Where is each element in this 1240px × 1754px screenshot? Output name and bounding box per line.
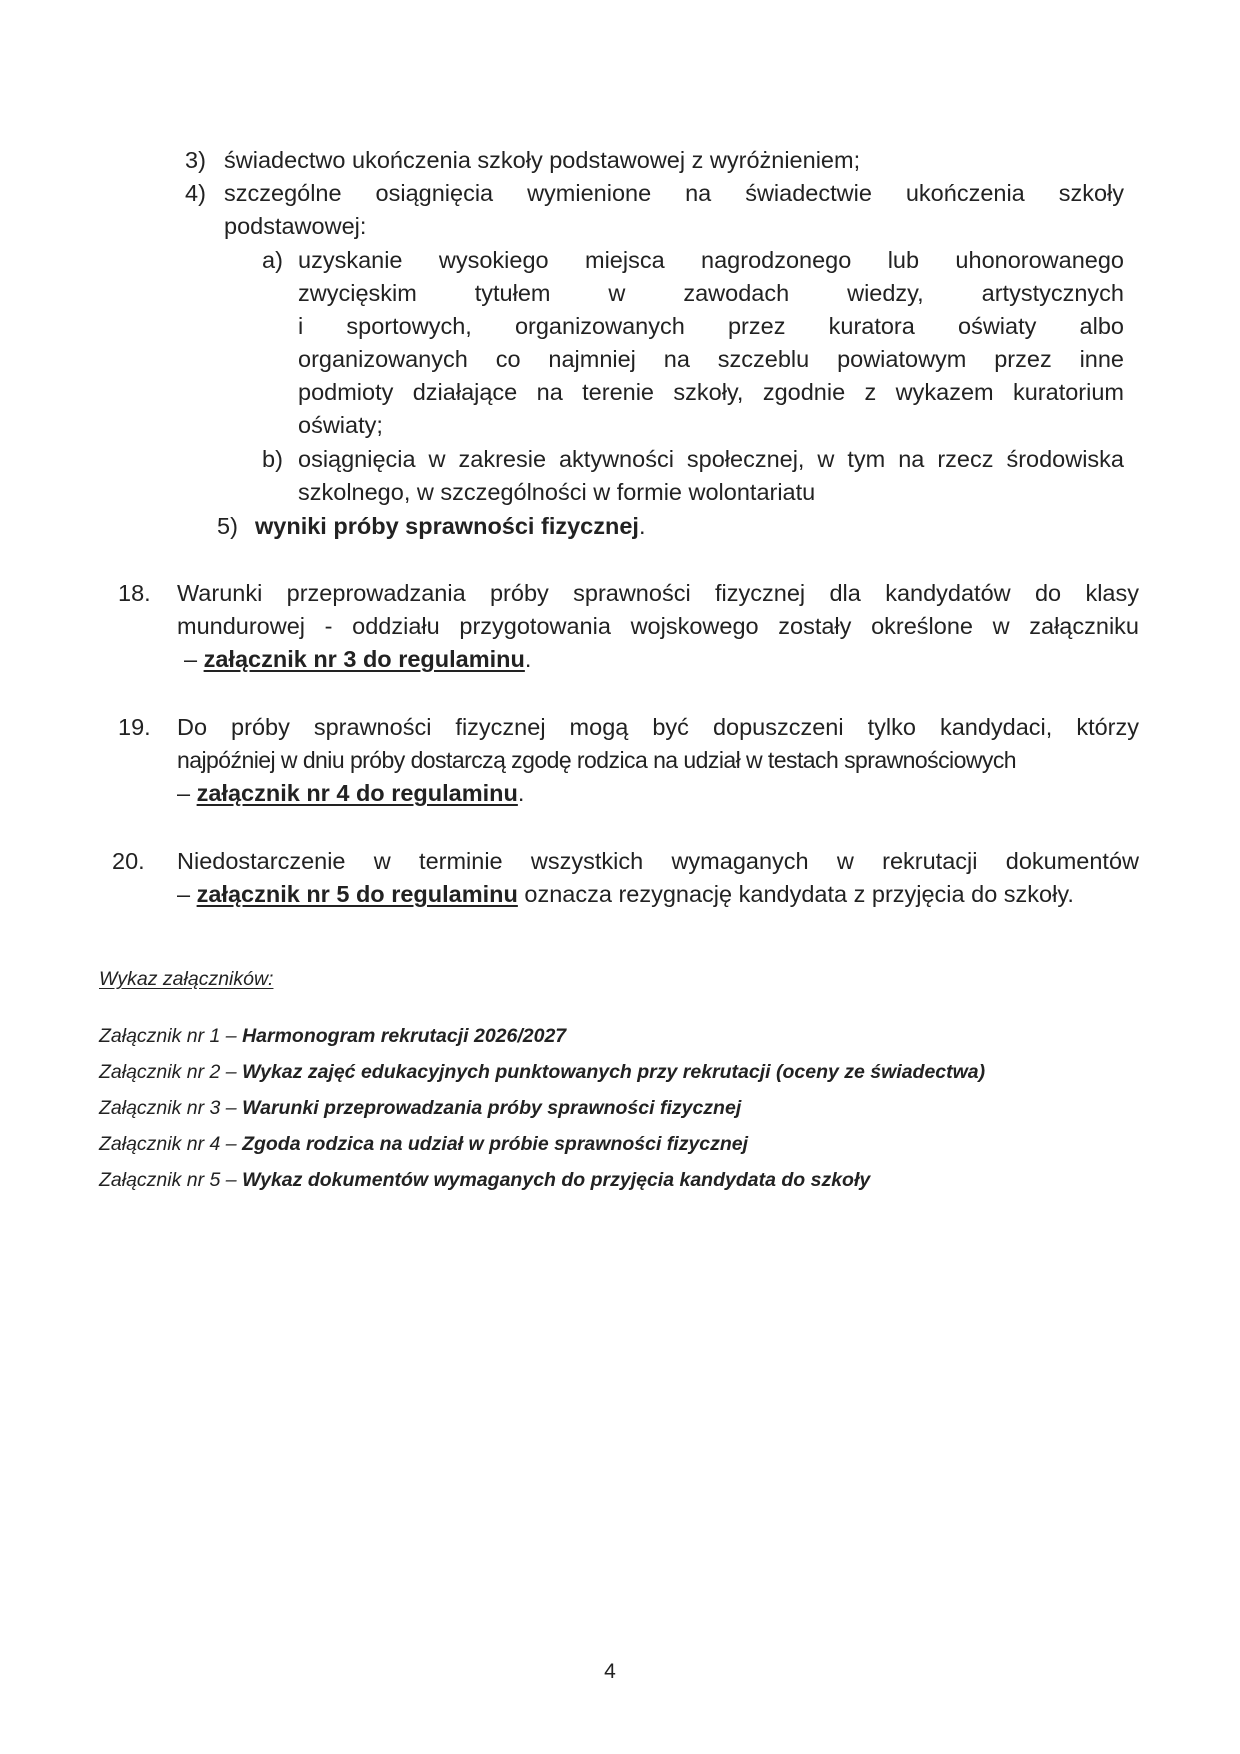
paragraph-18-line3 xyxy=(184,644,531,674)
attachment-link-4: załącznik nr 4 do regulaminu xyxy=(196,780,518,806)
attachment-title-2: Wykaz zajęć edukacyjnych punktowanych przy rekrutacji (oceny ze świadectwa) xyxy=(242,1061,986,1083)
attachments-heading: Wykaz załączników: xyxy=(99,968,274,990)
paragraph-19-line3 xyxy=(177,778,524,808)
sub-label-b: b) xyxy=(262,446,283,472)
paragraph-18-line2: mundurowej - oddziału przygotowania wojskowego zostały określone w załączniku xyxy=(177,613,1139,639)
paragraph-19-dash: – xyxy=(177,780,197,806)
paragraph-20-line2 xyxy=(177,879,1074,909)
attachment-prefix-2: Załącznik nr 2 – xyxy=(99,1061,243,1083)
sub-a-line5: podmioty działające na terenie szkoły, zgodnie z wykazem kuratorium xyxy=(298,379,1124,405)
attachment-item-1 xyxy=(99,1023,566,1049)
sub-a-line3: i sportowych, organizowanych przez kuratora oświaty albo xyxy=(298,313,1124,339)
page-number: 4 xyxy=(604,1660,616,1683)
sub-a-line2: zwycięskim tytułem w zawodach wiedzy, artystycznych xyxy=(298,280,1124,306)
paragraph-20-rest: oznacza rezygnację kandydata z przyjęcia do szkoły. xyxy=(517,881,1074,907)
attachment-item-2 xyxy=(99,1059,985,1085)
paragraph-number-20: 20. xyxy=(112,848,145,874)
sub-a-line6: oświaty; xyxy=(298,412,383,438)
paragraph-20-line1: Niedostarczenie w terminie wszystkich wymaganych w rekrutacji dokumentów xyxy=(177,848,1139,874)
attachment-item-5 xyxy=(99,1167,870,1193)
sub-b-line1: osiągnięcia w zakresie aktywności społecznej, w tym na rzecz środowiska xyxy=(298,446,1124,472)
attachment-title-5: Wykaz dokumentów wymaganych do przyjęcia kandydata do szkoły xyxy=(242,1169,871,1191)
attachment-item-4 xyxy=(99,1131,748,1157)
paragraph-20-dash: – xyxy=(177,881,197,907)
attachment-link-5: załącznik nr 5 do regulaminu xyxy=(196,881,518,907)
sub-a-line4: organizowanych co najmniej na szczeblu powiatowym przez inne xyxy=(298,346,1124,372)
paragraph-19-end: . xyxy=(517,780,525,806)
list-number-5: 5) xyxy=(217,513,238,539)
paragraph-19-line1: Do próby sprawności fizycznej mogą być dopuszczeni tylko kandydaci, którzy xyxy=(177,714,1139,740)
attachment-link-3: załącznik nr 3 do regulaminu xyxy=(203,646,525,672)
list-item-5-end: . xyxy=(638,513,646,539)
attachment-title-4: Zgoda rodzica na udział w próbie sprawności fizycznej xyxy=(242,1133,749,1155)
paragraph-number-19: 19. xyxy=(118,714,151,740)
list-item-5-text xyxy=(255,511,645,541)
paragraph-18-dash: – xyxy=(184,646,204,672)
attachment-prefix-5: Załącznik nr 5 – xyxy=(99,1169,243,1191)
attachment-prefix-4: Załącznik nr 4 – xyxy=(99,1133,243,1155)
attachment-prefix-1: Załącznik nr 1 – xyxy=(99,1025,243,1047)
sub-b-line2: szkolnego, w szczególności w formie wolontariatu xyxy=(298,479,816,505)
attachment-item-3 xyxy=(99,1095,741,1121)
sub-label-a: a) xyxy=(262,247,283,273)
list-item-4-line2: podstawowej: xyxy=(224,213,367,239)
list-number-3: 3) xyxy=(185,147,206,173)
attachment-prefix-3: Załącznik nr 3 – xyxy=(99,1097,243,1119)
sub-a-line1: uzyskanie wysokiego miejsca nagrodzonego lub uhonorowanego xyxy=(298,247,1124,273)
list-number-4: 4) xyxy=(185,180,206,206)
attachment-title-1: Harmonogram rekrutacji 2026/2027 xyxy=(242,1025,567,1047)
paragraph-18-end: . xyxy=(524,646,532,672)
paragraph-19-line2: najpóźniej w dniu próby dostarczą zgodę rodzica na udział w testach sprawnościowych xyxy=(177,747,1017,773)
list-item-5-bold: wyniki próby sprawności fizycznej xyxy=(255,513,639,539)
list-item-3-text: świadectwo ukończenia szkoły podstawowej z wyróżnieniem; xyxy=(224,147,861,173)
paragraph-number-18: 18. xyxy=(118,580,151,606)
attachment-title-3: Warunki przeprowadzania próby sprawności fizycznej xyxy=(242,1097,742,1119)
paragraph-18-line1: Warunki przeprowadzania próby sprawności fizycznej dla kandydatów do klasy xyxy=(177,580,1139,606)
list-item-4-line1: szczególne osiągnięcia wymienione na świadectwie ukończenia szkoły xyxy=(224,180,1124,206)
